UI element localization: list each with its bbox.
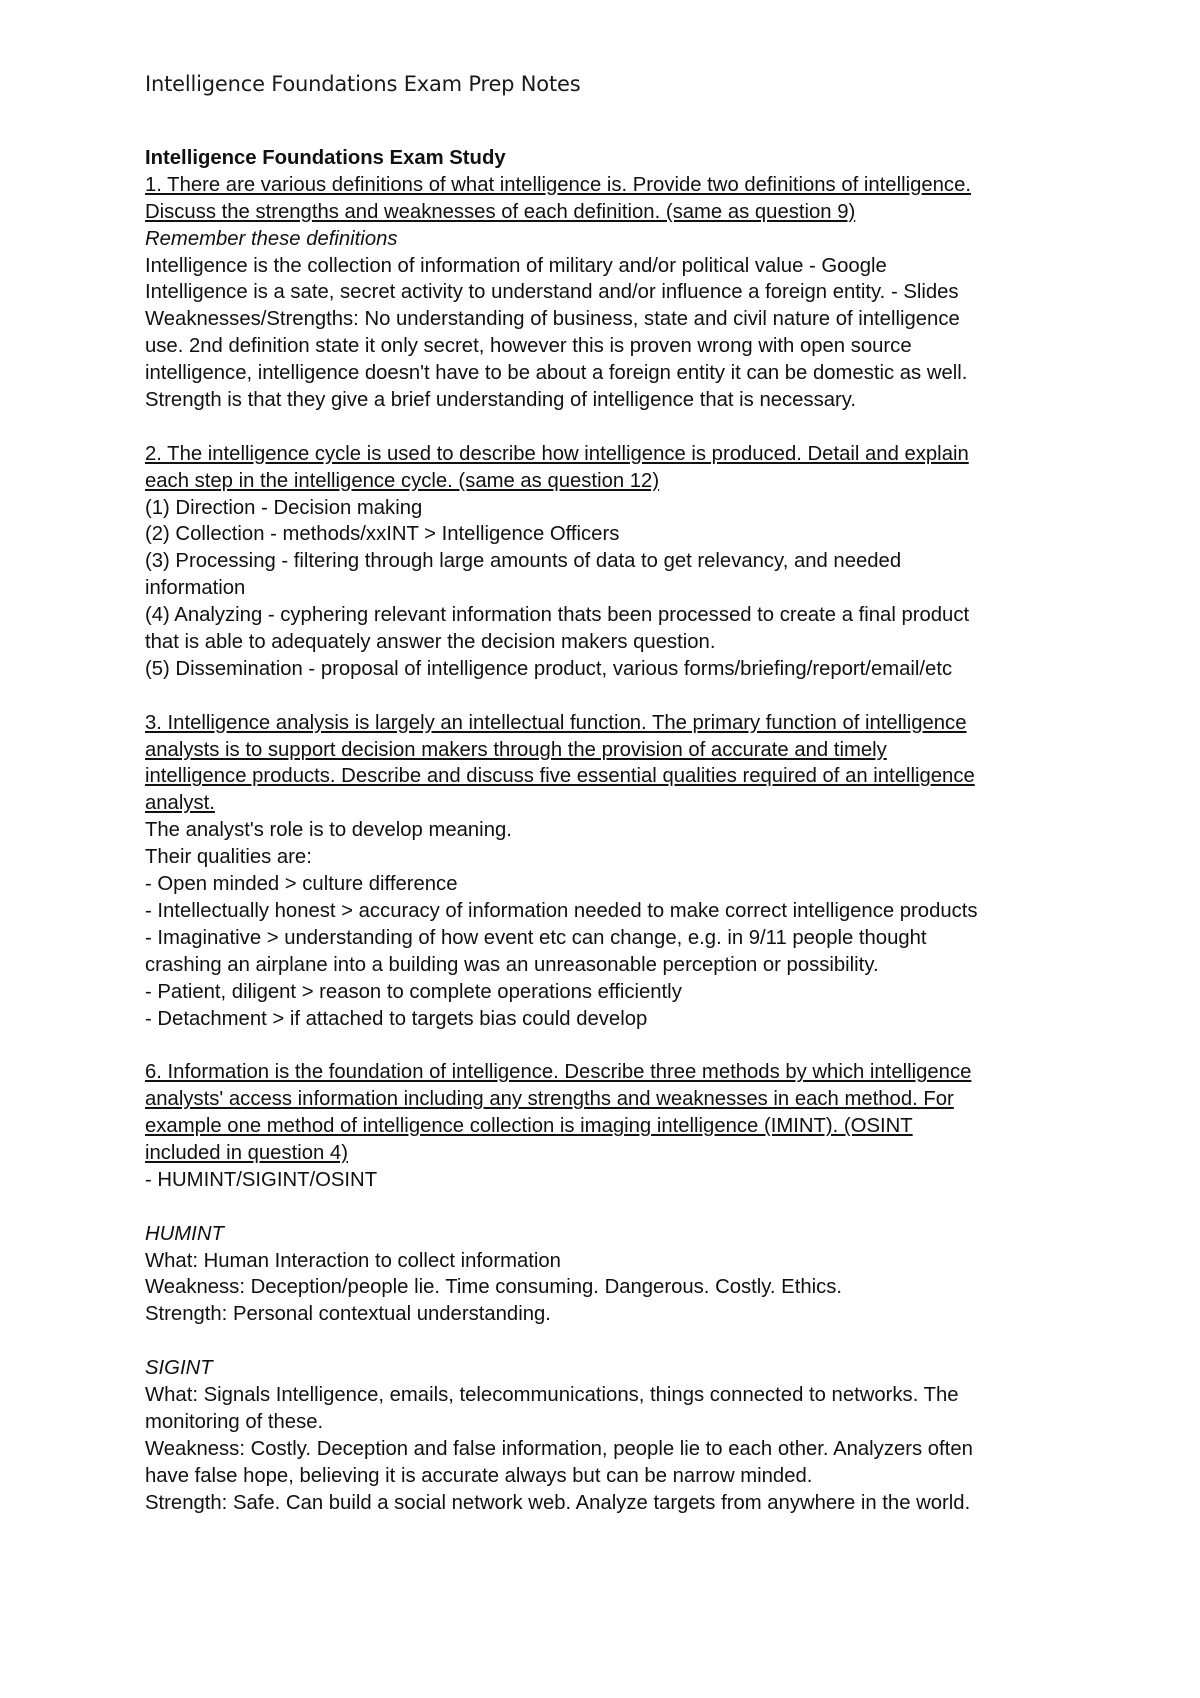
text-line: 1. There are various definitions of what intelligence is. Provide two definitions of intelligence. [145, 173, 971, 196]
blank-line [145, 1194, 1075, 1221]
text-line: What: Human Interaction to collect information [145, 1249, 561, 1272]
text-line: Discuss the strengths and weaknesses of each definition. (same as question 9) [145, 200, 856, 223]
document-body [145, 145, 1075, 1516]
text-line: that is able to adequately answer the decision makers question. [145, 631, 716, 654]
text-line: information [145, 577, 246, 600]
text-line: included in question 4) [145, 1141, 348, 1164]
text-line: (4) Analyzing - cyphering relevant information thats been processed to create a final product [145, 604, 970, 627]
text-line: The analyst's role is to develop meaning. [145, 819, 512, 842]
text-line: - Patient, diligent > reason to complete operations efficiently [145, 980, 682, 1003]
text-line: Intelligence is the collection of information of military and/or political value - Google [145, 254, 887, 277]
text-line: Weakness: Deception/people lie. Time consuming. Dangerous. Costly. Ethics. [145, 1276, 843, 1299]
text-line: Their qualities are: [145, 846, 312, 869]
text-line: Intelligence Foundations Exam Study [145, 147, 506, 169]
blank-line [145, 1328, 1075, 1355]
text-line: analysts is to support decision makers through the provision of accurate and timely [145, 738, 887, 761]
text-line: example one method of intelligence collection is imaging intelligence (IMINT). (OSINT [145, 1115, 913, 1138]
text-line: What: Signals Intelligence, emails, telecommunications, things connected to networks. The [145, 1383, 959, 1406]
text-line: Strength: Safe. Can build a social network web. Analyze targets from anywhere in the world. [145, 1491, 971, 1514]
text-line: use. 2nd definition state it only secret, however this is proven wrong with open source [145, 335, 912, 358]
text-line: analysts' access information including any strengths and weaknesses in each method. For [145, 1088, 954, 1111]
text-line: Intelligence is a sate, secret activity to understand and/or influence a foreign entity. - Slides [145, 281, 959, 304]
blank-line [145, 414, 1075, 441]
text-line: (3) Processing - filtering through large amounts of data to get relevancy, and needed [145, 550, 902, 573]
text-line: (5) Dissemination - proposal of intelligence product, various forms/briefing/report/email/etc [145, 657, 953, 680]
text-line: 6. Information is the foundation of intelligence. Describe three methods by which intelligence [145, 1061, 972, 1084]
text-line: monitoring of these. [145, 1410, 324, 1433]
blank-line [145, 683, 1075, 710]
text-line: - Open minded > culture difference [145, 873, 458, 896]
text-line: Remember these definitions [145, 227, 398, 250]
text-line: 2. The intelligence cycle is used to describe how intelligence is produced. Detail and explain [145, 442, 969, 465]
text-line: crashing an airplane into a building was an unreasonable perception or possibility. [145, 953, 879, 976]
text-line: (1) Direction - Decision making [145, 496, 423, 519]
text-line: Strength: Personal contextual understanding. [145, 1303, 551, 1326]
text-line: 3. Intelligence analysis is largely an intellectual function. The primary function of intelligence [145, 711, 967, 734]
text-line: (2) Collection - methods/xxINT > Intelligence Officers [145, 523, 620, 546]
text-line: HUMINT [145, 1222, 224, 1245]
text-line: intelligence products. Describe and discuss five essential qualities required of an intelligence [145, 765, 975, 788]
text-line: SIGINT [145, 1357, 213, 1380]
page-header: Intelligence Foundations Exam Prep Notes [145, 72, 581, 96]
text-line: each step in the intelligence cycle. (same as question 12) [145, 469, 660, 492]
text-line: intelligence, intelligence doesn't have to be about a foreign entity it can be domestic as well. [145, 362, 968, 385]
text-line: - Detachment > if attached to targets bias could develop [145, 1007, 648, 1030]
text-line: Strength is that they give a brief understanding of intelligence that is necessary. [145, 389, 857, 412]
text-line: - HUMINT/SIGINT/OSINT [145, 1168, 378, 1191]
text-line: analyst. [145, 792, 215, 815]
text-line: - Imaginative > understanding of how event etc can change, e.g. in 9/11 people thought [145, 926, 927, 949]
text-line: - Intellectually honest > accuracy of information needed to make correct intelligence products [145, 899, 978, 922]
text-line: Weakness: Costly. Deception and false information, people lie to each other. Analyzers often [145, 1437, 973, 1460]
text-line: have false hope, believing it is accurate always but can be narrow minded. [145, 1464, 813, 1487]
text-line: Weaknesses/Strengths: No understanding of business, state and civil nature of intelligence [145, 308, 960, 331]
blank-line [145, 1032, 1075, 1059]
